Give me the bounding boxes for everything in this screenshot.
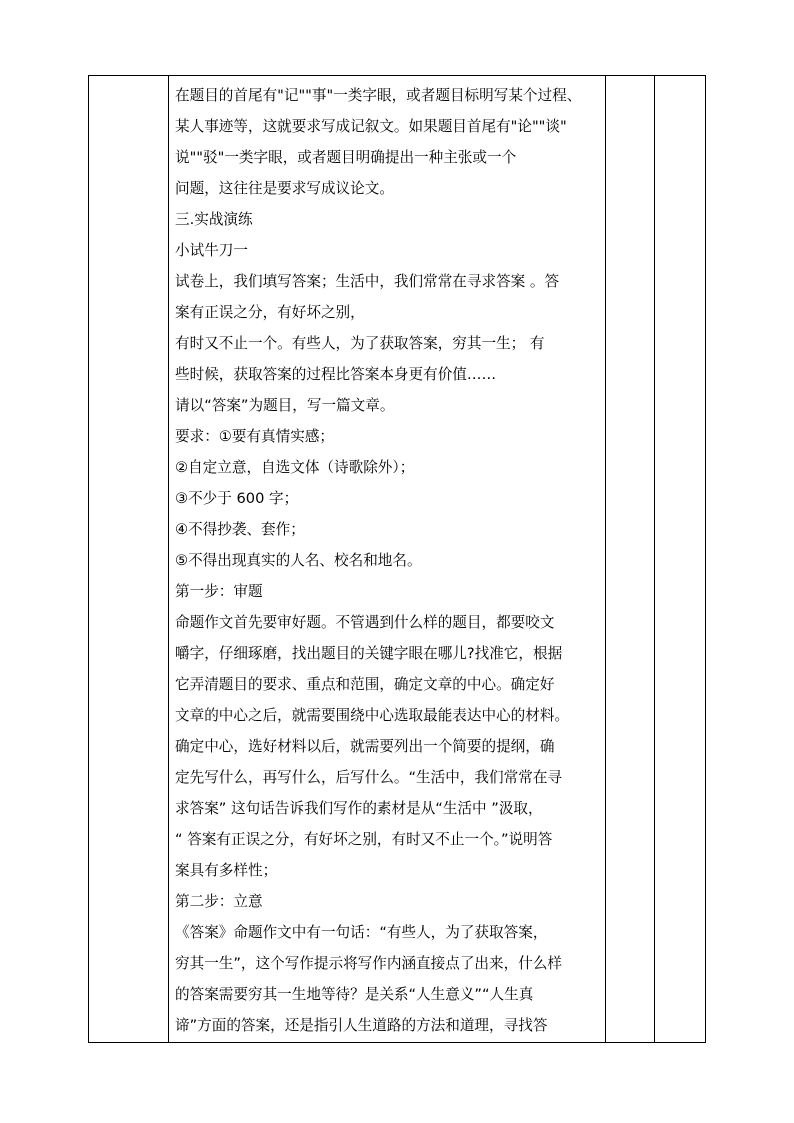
subsection-heading: 小试牛刀一: [175, 242, 248, 259]
column-divider-1: [168, 76, 169, 1042]
step-heading: 第二步：立意: [175, 893, 263, 910]
text-line: “ 答案有正误之分，有好坏之别，有时又不止一个。”说明答: [175, 831, 553, 848]
text-line: 试卷上，我们填写答案；生活中，我们常常在寻求答案 。答: [175, 273, 560, 290]
text-line: 求答案” 这句话告诉我们写作的素材是从“生活中 ”汲取，: [175, 800, 543, 817]
requirement-line: 要求：①要有真情实感；: [175, 428, 335, 445]
text-line: 它弄清题目的要求、重点和范围，确定文章的中心。确定好: [175, 676, 555, 693]
section-heading: 三.实战演练: [175, 211, 253, 228]
text-line: 些时候，获取答案的过程比答案本身更有价值……: [175, 366, 497, 383]
lesson-table: [88, 75, 706, 1043]
content-cell: [175, 80, 603, 1041]
text-line: 谛”方面的答案，还是指引人生道路的方法和道理，寻找答: [175, 1017, 548, 1034]
text-line: 案有正误之分，有好坏之别，: [175, 304, 365, 321]
requirement-line: ③不少于 600 字；: [175, 490, 299, 507]
text-line: 在题目的首尾有"记""事"一类字眼，或者题目标明写某个过程、: [175, 87, 582, 104]
text-line: 有时又不止一个。有些人，为了获取答案，穷其一生； 有: [175, 335, 545, 352]
text-line: 嚼字，仔细琢磨，找出题目的关键字眼在哪儿?找准它，根据: [175, 645, 563, 662]
text-line: 确定中心，选好材料以后，就需要列出一个简要的提纲，确: [175, 738, 555, 755]
text-line: 穷其一生”，这个写作提示将写作内涵直接点了出来，什么样: [175, 955, 563, 972]
requirement-line: ⑤不得出现真实的人名、校名和地名。: [175, 552, 422, 569]
text-line: 请以“答案”为题目，写一篇文章。: [175, 397, 395, 414]
column-divider-3: [654, 76, 655, 1042]
step-heading: 第一步：审题: [175, 583, 263, 600]
requirement-line: ④不得抄袭、套作；: [175, 521, 305, 538]
text-line: 命题作文首先要审好题。不管遇到什么样的题目，都要咬文: [175, 614, 555, 631]
text-line: 某人事迹等，这就要求写成记叙文。如果题目首尾有"论""谈": [175, 118, 567, 135]
text-line: 《答案》命题作文中有一句话：“有些人，为了获取答案，: [175, 924, 548, 941]
text-line: 问题，这往往是要求写成议论文。: [175, 180, 394, 197]
column-divider-2: [605, 76, 606, 1042]
text-line: 案具有多样性；: [175, 862, 278, 879]
text-line: 定先写什么，再写什么，后写什么。“生活中，我们常常在寻: [175, 769, 563, 786]
requirement-line: ②自定立意，自选文体（诗歌除外）；: [175, 459, 415, 476]
text-line: 说""驳"一类字眼，或者题目明确提出一种主张或一个: [175, 149, 517, 166]
text-line: 文章的中心之后，就需要围绕中心选取最能表达中心的材料。: [175, 707, 570, 724]
text-line: 的答案需要穷其一生地等待？是关系“人生意义”“人生真: [175, 986, 534, 1003]
